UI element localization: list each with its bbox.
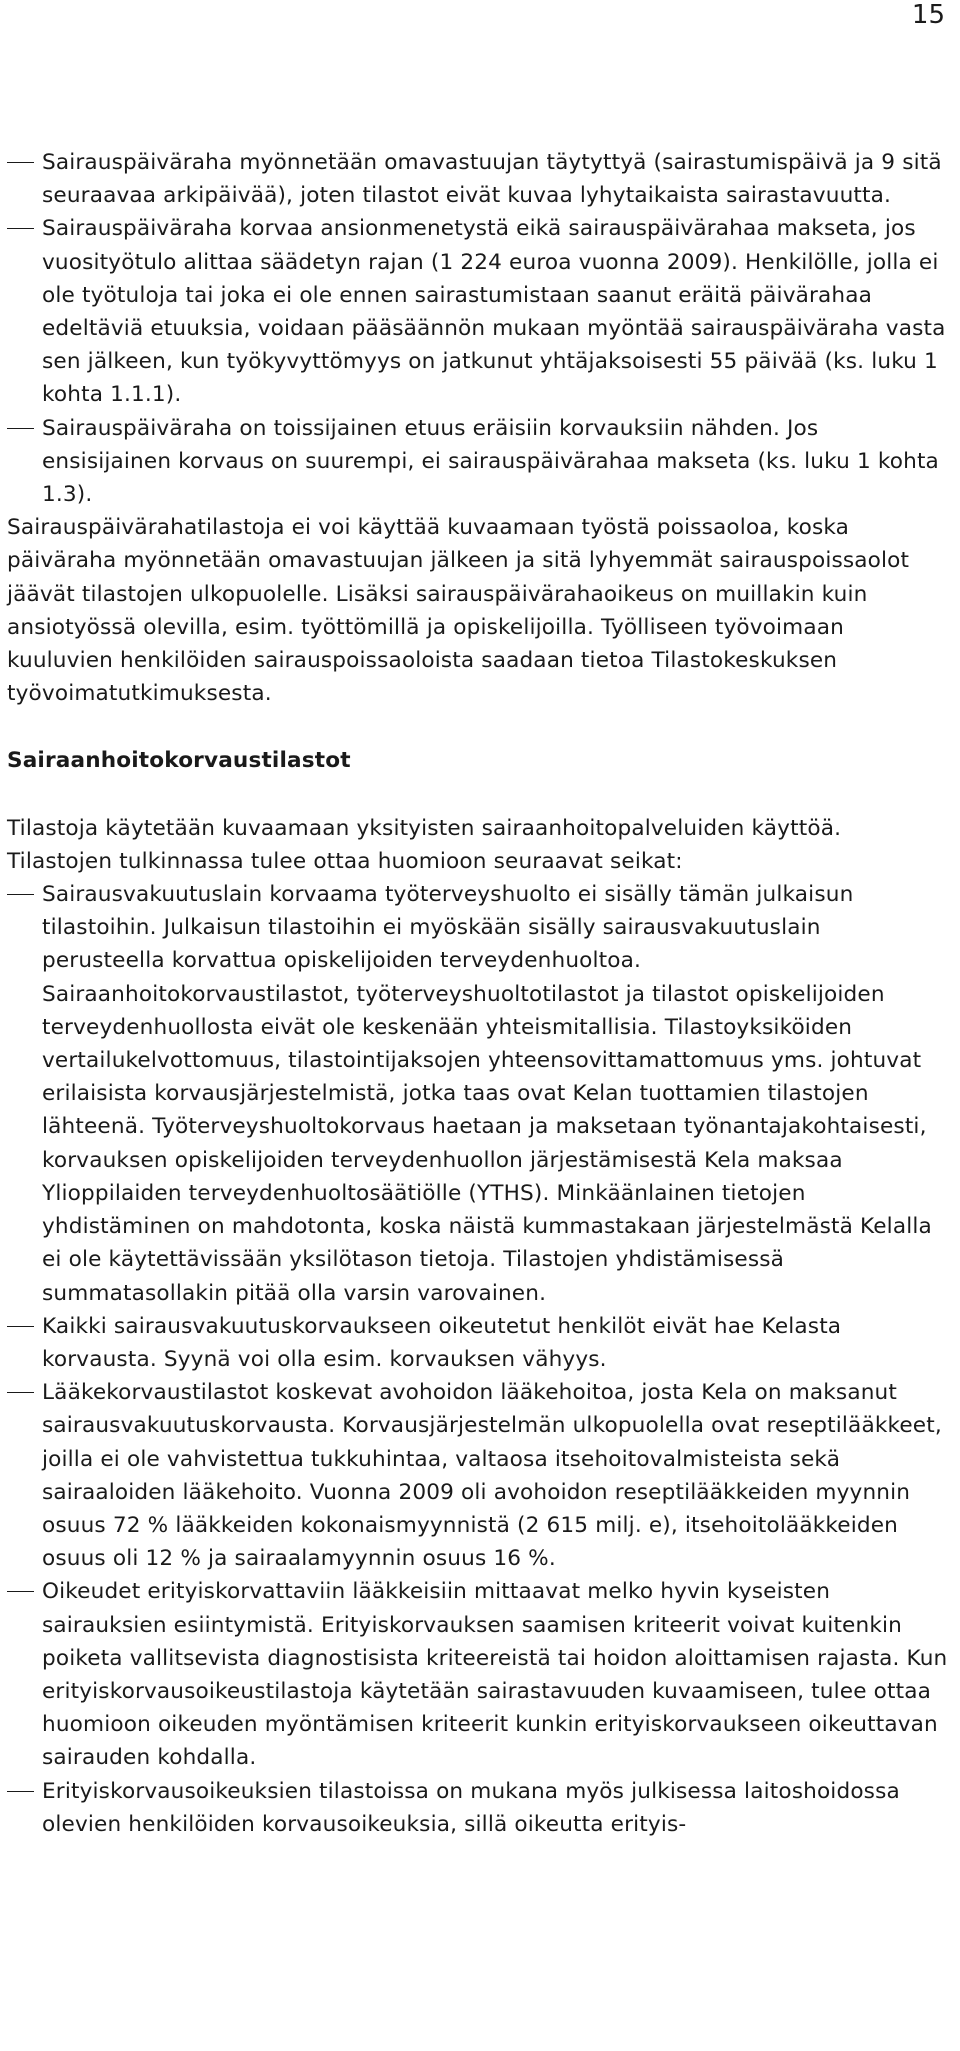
- page-number: 15: [911, 0, 945, 30]
- intro-line: Tilastoja käytetään kuvaamaan yksityisten sairaanhoitopalveluiden käyttöä.: [7, 815, 842, 841]
- intro-line: Tilastojen tulkinnassa tulee ottaa huomioon seuraavat seikat:: [7, 848, 683, 874]
- list-item: Sairauspäiväraha on toissijainen etuus eräisiin korvauksiin nähden. Jos ensisijainen korvaus on suurempi, ei sairauspäivärahaa makseta (ks. luku 1 kohta 1.3).: [0, 412, 960, 512]
- list-item: Oikeudet erityiskorvattaviin lääkkeisiin mittaavat melko hyvin kyseisten sairauksien esiintymistä. Erityiskorvauksen saamisen kriteerit voivat kuitenkin poiketa vallitsevista diagnostisista kriteereistä tai hoidon aloittamisen rajasta. Kun erityiskorvausoikeustilastoja käytetään sairastavuuden kuvaamiseen, tulee ottaa huomioon oikeuden myöntämisen kriteerit kunkin erityiskorvaukseen oikeuttavan sairauden kohdalla.: [0, 1575, 960, 1774]
- list-item: Kaikki sairausvakuutuskorvaukseen oikeutetut henkilöt eivät hae Kelasta korvausta. Syynä voi olla esim. korvauksen vähyys.: [0, 1310, 960, 1376]
- list-item: Sairauspäiväraha myönnetään omavastuujan täytyttyä (sairastumispäivä ja 9 sitä seuraavaa arkipäivää), joten tilastot eivät kuvaa lyhytaikaista sairastavuutta.: [0, 146, 960, 212]
- body-paragraph: Sairauspäivärahatilastoja ei voi käyttää kuvaamaan työstä poissaoloa, koska päiväraha myönnetään omavastuujan jälkeen ja sitä lyhyemmät sairauspoissaolot jäävät tilastojen ulkopuolelle. Lisäksi sairauspäivärahaoikeus on muillakin kuin ansiotyössä olevilla, esim. työttömillä ja opiskelijoilla. Työlliseen työvoimaan kuuluvien henkilöiden sairauspoissaoloista saadaan tietoa Tilastokeskuksen työvoimatutkimuksesta.: [7, 515, 910, 707]
- list-item: Sairauspäiväraha korvaa ansionmenetystä eikä sairauspäivärahaa makseta, jos vuosityötulo alittaa säädetyn rajan (1 224 euroa vuonna 2009). Henkilölle, jolla ei ole työtuloja tai joka ei ole ennen sairastumistaan saanut eräitä päivärahaa edeltäviä etuuksia, voidaan pääsäännön mukaan myöntää sairauspäiväraha vasta sen jälkeen, kun työkyvyttömyys on jatkunut yhtäjaksoisesti 55 päivää (ks. luku 1 kohta 1.1.1).: [0, 212, 960, 411]
- list-item: Erityiskorvausoikeuksien tilastoissa on mukana myös julkisessa laitoshoidossa olevien henkilöiden korvausoikeuksia, sillä oikeutta erityis-: [0, 1775, 960, 1841]
- section-heading: Sairaanhoitokorvaustilastot: [7, 748, 351, 774]
- list-item: Lääkekorvaustilastot koskevat avohoidon lääkehoitoa, josta Kela on maksanut sairausvakuutuskorvausta. Korvausjärjestelmän ulkopuolella ovat reseptilääkkeet, joilla ei ole vahvistettua tukkuhintaa, valtaosa itsehoitovalmisteista sekä sairaaloiden lääkehoito. Vuonna 2009 oli avohoidon reseptilääkkeiden myynnin osuus 72 % lääkkeiden kokonaismyynnistä (2 615 milj. e), itsehoitolääkkeiden osuus oli 12 % ja sairaalamyynnin osuus 16 %.: [0, 1376, 960, 1575]
- document-body: [0, 146, 960, 1841]
- list-item: Sairausvakuutuslain korvaama työterveyshuolto ei sisälly tämän julkaisun tilastoihin. Julkaisun tilastoihin ei myöskään sisälly sairausvakuutuslain perusteella korvattua opiskelijoiden terveydenhuoltoa. Sairaanhoitokorvaustilastot, työterveyshuoltotilastot ja tilastot opiskelijoiden terveydenhuollosta eivät ole keskenään yhteismitallisia. Tilastoyksiköiden vertailukelvottomuus, tilastointijaksojen yhteensovittamattomuus yms. johtuvat erilaisista korvausjärjestelmistä, jotka taas ovat Kelan tuottamien tilastojen lähteenä. Työterveyshuoltokorvaus haetaan ja maksetaan työnantajakohtaisesti, korvauksen opiskelijoiden terveydenhuollon järjestämisestä Kela maksaa Ylioppilaiden terveydenhuoltosäätiölle (YTHS). Minkäänlainen tietojen yhdistäminen on mahdotonta, koska näistä kummastakaan järjestelmästä Kelalla ei ole käytettävissään yksilötason tietoja. Tilastojen yhdistämisessä summatasollakin pitää olla varsin varovainen.: [0, 878, 960, 1310]
